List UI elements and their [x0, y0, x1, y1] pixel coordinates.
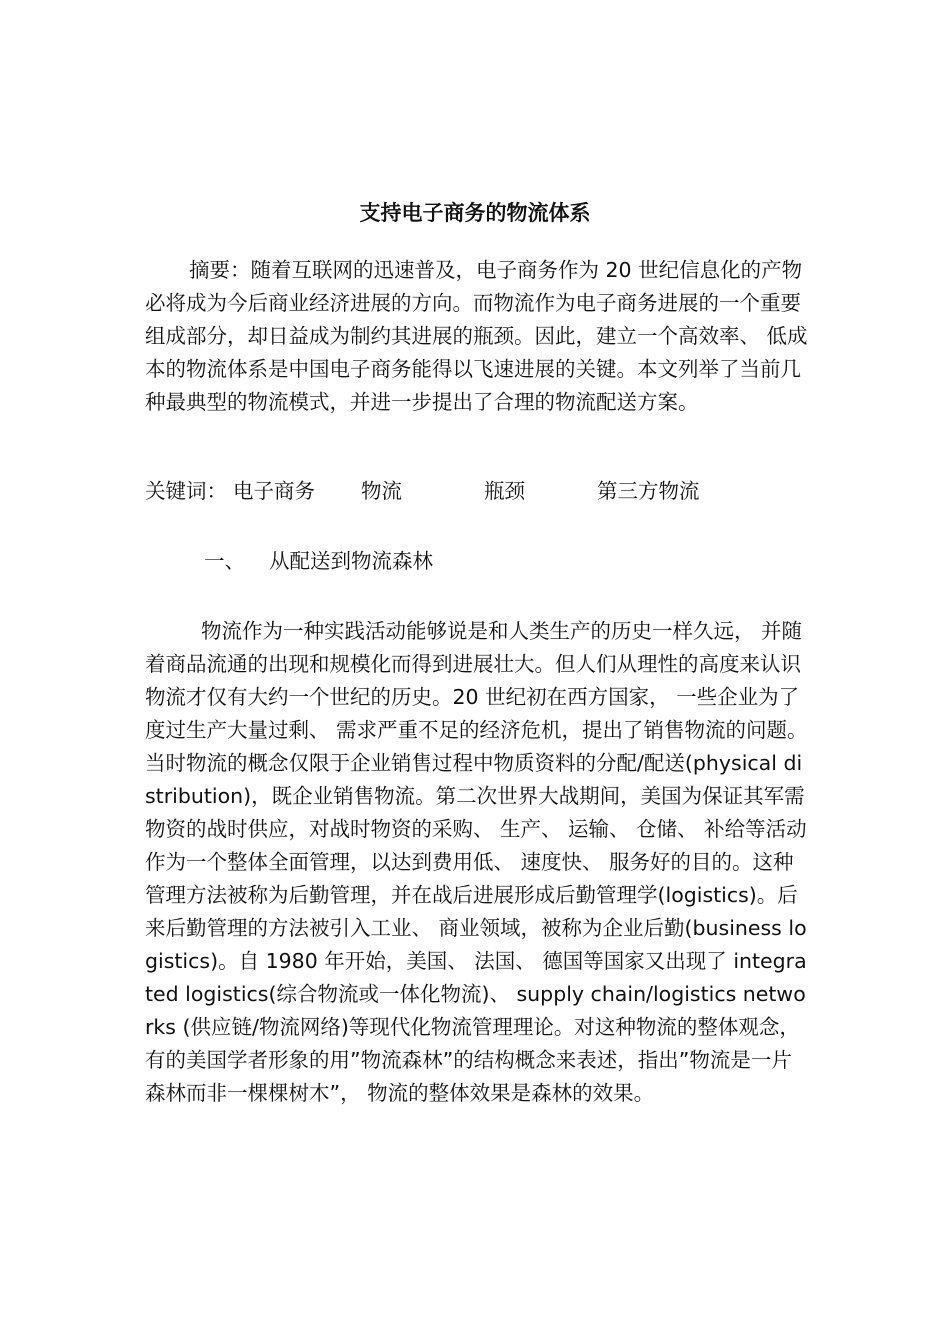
keywords-label: 关键词： — [145, 479, 227, 503]
keyword-item: 第三方物流 — [597, 479, 700, 503]
body-paragraph: 物流作为一种实践活动能够说是和人类生产的历史一样久远， 并随着商品流通的出现和规模化而得到进展壮大。但人们从理性的高度来认识物流才仅有大约一个世纪的历史。20 世纪初在西方国家， 一些企业为了度过生产大量过剩、 需求严重不足的经济危机，提出了销售物流的问题。当时物流的概念仅限于企业销售过程中物质资料的分配/配送(physical distribution)，既企业销售物流。第二次世界大战期间，美国为保证其军需物资的战时供应，对战时物资的采购、 生产、 运输、 仓储、 补给等活动作为一个整体全面管理，以达到费用低、 速度快、 服务好的目的。这种管理方法被称为后勤管理，并在战后进展形成后勤管理学(logistics)。后来后勤管理的方法被引入工业、 商业领域，被称为企业后勤(business logistics)。自 1980 年开始，美国、 法国、 德国等国家又出现了 integrated logistics(综合物流或一体化物流)、 supply chain/logistics networks (供应链/物流网络)等现代化物流管理理论。对这种物流的整体观念，有的美国学者形象的用”物流森林”的结构概念来表述，指出”物流是一片森林而非一棵棵树木”， 物流的整体效果是森林的效果。 — [145, 619, 808, 1105]
keyword-item: 瓶颈 — [484, 479, 525, 503]
section-number: 一、 — [204, 549, 245, 573]
keyword-item: 电子商务 — [233, 479, 315, 503]
keyword-item: 物流 — [361, 479, 402, 503]
document-title: 支持电子商务的物流体系 — [359, 201, 591, 225]
section-heading — [204, 545, 433, 578]
abstract-paragraph: 摘要：随着互联网的迅速普及，电子商务作为 20 世纪信息化的产物必将成为今后商业经济进展的方向。而物流作为电子商务进展的一个重要组成部分，却日益成为制约其进展的瓶颈。因此，建立一个高效率、 低成本的物流体系是中国电子商务能得以飞速进展的关键。本文列举了当前几种最典型的物流模式，并进一步提出了合理的物流配送方案。 — [145, 258, 808, 414]
keywords-line — [145, 475, 809, 508]
section-title: 从配送到物流森林 — [269, 549, 433, 573]
